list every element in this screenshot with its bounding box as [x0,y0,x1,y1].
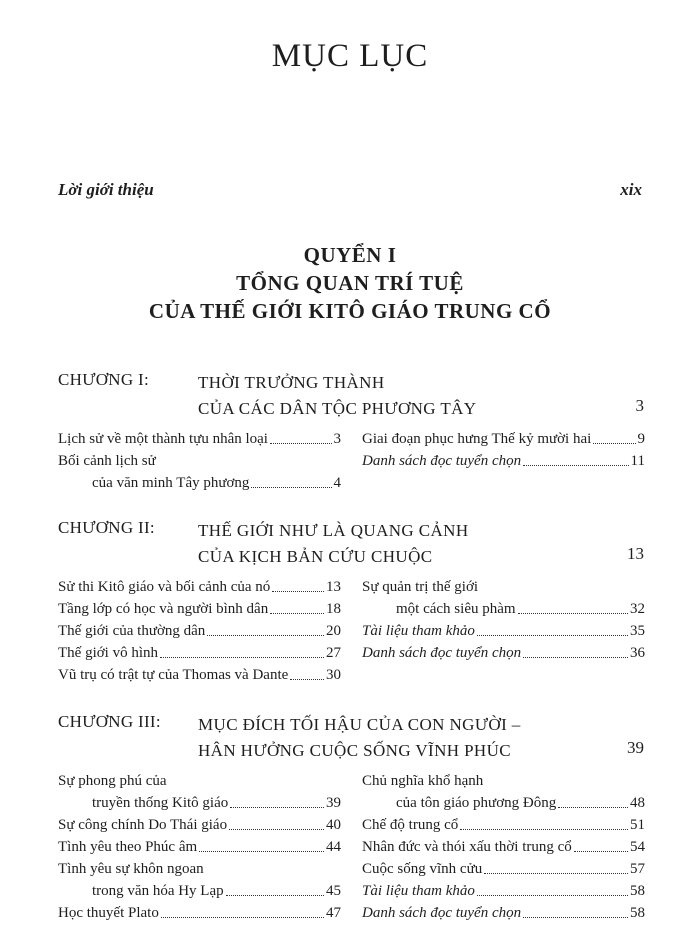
dot-leader [230,807,324,808]
chapter-number: CHƯƠNG I: [58,370,149,389]
dot-leader [518,613,628,614]
chapter-title[interactable] [198,518,469,570]
entry-page: 58 [630,883,645,899]
entry-title: một cách siêu phàm [396,601,516,617]
dot-leader [199,851,324,852]
entry-page: 35 [630,623,645,639]
book-title-line-1: TỔNG QUAN TRÍ TUỆ [236,271,464,295]
toc-entry[interactable] [58,792,341,814]
book-heading [0,241,700,325]
entry-page: 51 [630,817,645,833]
dot-leader [477,635,628,636]
chapter-title-line-2: HÂN HƯỞNG CUỘC SỐNG VĨNH PHÚC [198,741,512,760]
entry-page: 13 [326,579,341,595]
dot-leader [270,613,324,614]
entry-page: 48 [630,795,645,811]
chapter-title-line-2: CỦA CÁC DÂN TỘC PHƯƠNG TÂY [198,399,477,418]
toc-entry-references[interactable] [362,880,645,902]
page-title: MỤC LỤC [271,38,429,74]
entry-page: 30 [326,667,341,683]
entry-page: 3 [333,431,341,447]
toc-entry-reading-list[interactable] [362,450,645,472]
toc-entry-introduction[interactable] [58,180,642,204]
toc-entry[interactable] [362,858,645,880]
dot-leader [161,917,324,918]
entry-page: 36 [630,645,645,661]
dot-leader [460,829,628,830]
toc-entry[interactable] [362,792,645,814]
chapter-1 [58,370,644,490]
dot-leader [523,917,628,918]
chapter-1-sections-left [58,428,341,494]
toc-entry-reading-list[interactable] [362,642,645,664]
toc-entry[interactable] [58,472,341,494]
toc-entry-reading-list[interactable] [362,902,645,924]
toc-entry-title-line[interactable]: Chủ nghĩa khổ hạnh [362,773,484,789]
entry-title: Danh sách đọc tuyển chọn [362,453,522,469]
book-title-line-2: CỦA THẾ GIỚI KITÔ GIÁO TRUNG CỔ [148,299,552,323]
toc-entry[interactable] [58,620,341,642]
toc-entry[interactable] [58,642,341,664]
entry-title: Tài liệu tham khảo [362,883,475,899]
entry-page: 32 [630,601,645,617]
intro-label: Lời giới thiệu [58,180,154,199]
entry-title: Tài liệu tham khảo [362,623,475,639]
toc-entry[interactable] [58,836,341,858]
dot-leader [272,591,324,592]
chapter-title-line-1: MỤC ĐÍCH TỐI HẬU CỦA CON NGƯỜI – [198,715,521,734]
dot-leader [484,873,628,874]
entry-title: Lịch sử về một thành tựu nhân loại [58,431,268,447]
dot-leader [523,465,628,466]
entry-page: 11 [630,453,645,469]
chapter-title[interactable] [198,370,476,422]
chapter-2-sections-left [58,576,341,686]
entry-title: Danh sách đọc tuyển chọn [362,645,522,661]
entry-title: Học thuyết Plato [58,905,159,921]
chapter-number: CHƯƠNG II: [58,518,155,537]
dot-leader [270,443,332,444]
toc-entry[interactable] [58,664,341,686]
chapter-page-number: 3 [635,396,644,415]
toc-entry[interactable] [362,598,645,620]
chapter-title-line-1: THỜI TRƯỞNG THÀNH [198,373,385,392]
chapter-title[interactable] [198,712,521,764]
toc-entry-title-line[interactable]: Bối cảnh lịch sử [58,453,156,469]
toc-entry-references[interactable] [362,620,645,642]
dot-leader [226,895,324,896]
dot-leader [558,807,628,808]
toc-entry[interactable] [58,814,341,836]
chapter-page-number: 13 [627,544,644,563]
dot-leader [229,829,324,830]
entry-title: Thế giới vô hình [58,645,159,661]
toc-entry[interactable] [58,902,341,924]
entry-title: Tình yêu theo Phúc âm [58,839,198,855]
chapter-title-line-1: THẾ GIỚI NHƯ LÀ QUANG CẢNH [198,521,469,540]
chapter-3 [58,712,644,934]
toc-entry-title-line[interactable]: Sự phong phú của [58,773,167,789]
entry-page: 45 [326,883,341,899]
chapter-2 [58,518,644,688]
toc-entry[interactable] [58,576,341,598]
chapter-3-sections-right [362,770,645,924]
entry-title: truyền thống Kitô giáo [92,795,229,811]
entry-title: Sử thi Kitô giáo và bối cảnh của nó [58,579,271,595]
dot-leader [574,851,628,852]
entry-page: 57 [630,861,645,877]
toc-entry[interactable] [362,814,645,836]
toc-entry[interactable] [58,598,341,620]
toc-entry[interactable] [58,880,341,902]
chapter-2-sections-right [362,576,645,664]
chapter-1-sections-right [362,428,645,472]
intro-page-number: xix [620,180,642,199]
entry-title: Giai đoạn phục hưng Thế kỷ mười hai [362,431,592,447]
dot-leader [160,657,324,658]
entry-title: Sự công chính Do Thái giáo [58,817,228,833]
dot-leader [523,657,628,658]
entry-page: 40 [326,817,341,833]
entry-page: 58 [630,905,645,921]
entry-page: 44 [326,839,341,855]
toc-entry[interactable] [58,428,341,450]
entry-title: Danh sách đọc tuyển chọn [362,905,522,921]
entry-page: 39 [326,795,341,811]
entry-title: Vũ trụ có trật tự của Thomas và Dante [58,667,289,683]
toc-entry[interactable] [362,428,645,450]
entry-title: Thế giới của thường dân [58,623,206,639]
chapter-title-line-2: CỦA KỊCH BẢN CỨU CHUỘC [198,547,433,566]
dot-leader [593,443,635,444]
toc-entry-title-line[interactable]: Tình yêu sự khôn ngoan [58,861,204,877]
dot-leader [207,635,324,636]
entry-page: 27 [326,645,341,661]
book-number: QUYỂN I [303,243,397,267]
dot-leader [290,679,324,680]
dot-leader [251,487,331,488]
entry-page: 9 [637,431,645,447]
entry-title: Cuộc sống vĩnh cửu [362,861,483,877]
chapter-3-sections-left [58,770,341,924]
chapter-number: CHƯƠNG III: [58,712,161,731]
entry-page: 47 [326,905,341,921]
toc-entry-title-line[interactable]: Sự quản trị thế giới [362,579,479,595]
entry-page: 20 [326,623,341,639]
entry-page: 54 [630,839,645,855]
entry-title: trong văn hóa Hy Lạp [92,883,224,899]
entry-title: Chế độ trung cổ [362,817,459,833]
entry-title: Tầng lớp có học và người bình dân [58,601,269,617]
toc-entry[interactable] [362,836,645,858]
chapter-page-number: 39 [627,738,644,757]
entry-page: 18 [326,601,341,617]
dot-leader [477,895,628,896]
entry-title: của tôn giáo phương Đông [396,795,557,811]
entry-page: 4 [333,475,341,491]
entry-title: của văn minh Tây phương [92,475,250,491]
entry-title: Nhân đức và thói xấu thời trung cổ [362,839,572,855]
